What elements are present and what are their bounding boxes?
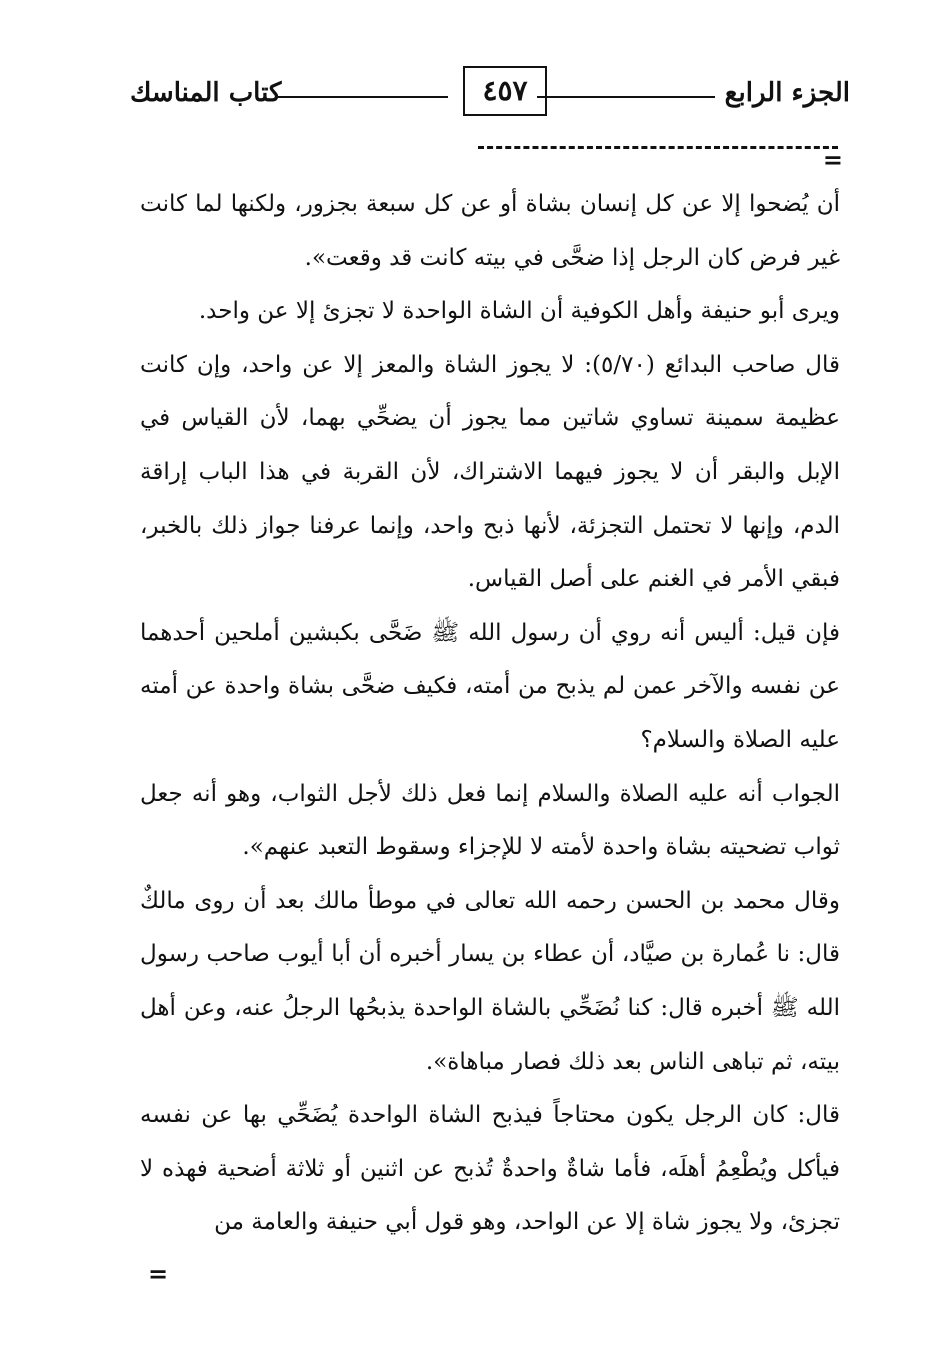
page-header (130, 66, 850, 126)
paragraph: وقال محمد بن الحسن رحمه الله تعالى في موطأ مالك بعد أن روى مالكٌ قال: نا عُمارة بن صيَّاد، أن عطاء بن يسار أخبره أن أبا أيوب صاحب رسول الله ﷺ أخبره قال: كنا نُضَحِّي بالشاة الواحدة يذبحُها الرجلُ عنه، وعن أهل بيته، ثم تباهى الناس بعد ذلك فصار مباهاة». (140, 887, 840, 1075)
volume-title: الجزء الرابع (724, 78, 850, 108)
header-rule-right (537, 96, 715, 98)
continuation-mark-bottom: = (148, 1259, 169, 1288)
paragraph: أن يُضحوا إلا عن كل إنسان بشاة أو عن كل سبعة بجزور، ولكنها لما كانت غير فرض كان الرجل إذا ضحَّى في بيته كانت قد وقعت». (140, 191, 840, 271)
paragraph: قال: كان الرجل يكون محتاجاً فيذبح الشاة الواحدة يُضَحِّي بها عن نفسه فيأكل ويُطْعِمُ أهلَه، فأما شاةٌ واحدةٌ تُذبح عن اثنين أو ثلاثة أضحية فهذه لا تجزئ، ولا يجوز شاة إلا عن الواحد، وهو قول أبي حنيفة والعامة من (140, 1102, 840, 1236)
main-text (140, 178, 840, 1250)
page-number: ٤٥٧ (463, 66, 547, 116)
header-rule-left (278, 96, 448, 98)
paragraph: ويرى أبو حنيفة وأهل الكوفية أن الشاة الواحدة لا تجزئ إلا عن واحد. (198, 298, 840, 325)
header-dashed-divider (478, 146, 838, 149)
paragraph: قال صاحب البدائع (٥/٧٠): لا يجوز الشاة والمعز إلا عن واحد، وإن كانت عظيمة سمينة تساوي شاتين مما يجوز أن يضحِّي بهما، لأن القياس في الإبل والبقر أن لا يجوز فيهما الاشتراك، لأن القربة في هذا الباب إراقة الدم، وإنها لا تحتمل التجزئة، لأنها ذبح واحد، وإنما عرفنا جواز ذلك بالخبر، فبقي الأمر في الغنم على أصل القياس. (140, 351, 841, 593)
paragraph: الجواب أنه عليه الصلاة والسلام إنما فعل ذلك لأجل الثواب، وهو أنه جعل ثواب تضحيته بشاة واحدة لأمته لا للإجزاء وسقوط التعبد عنهم». (140, 780, 840, 861)
continuation-mark-top: = (822, 145, 843, 174)
book-title: كتاب المناسك (130, 78, 282, 108)
paragraph: فإن قيل: أليس أنه روي أن رسول الله ﷺ ضَحَّى بكبشين أملحين أحدهما عن نفسه والآخر عمن لم يذبح من أمته، فكيف ضحَّى بشاة واحدة عن أمته عليه الصلاة والسلام؟ (140, 619, 840, 753)
